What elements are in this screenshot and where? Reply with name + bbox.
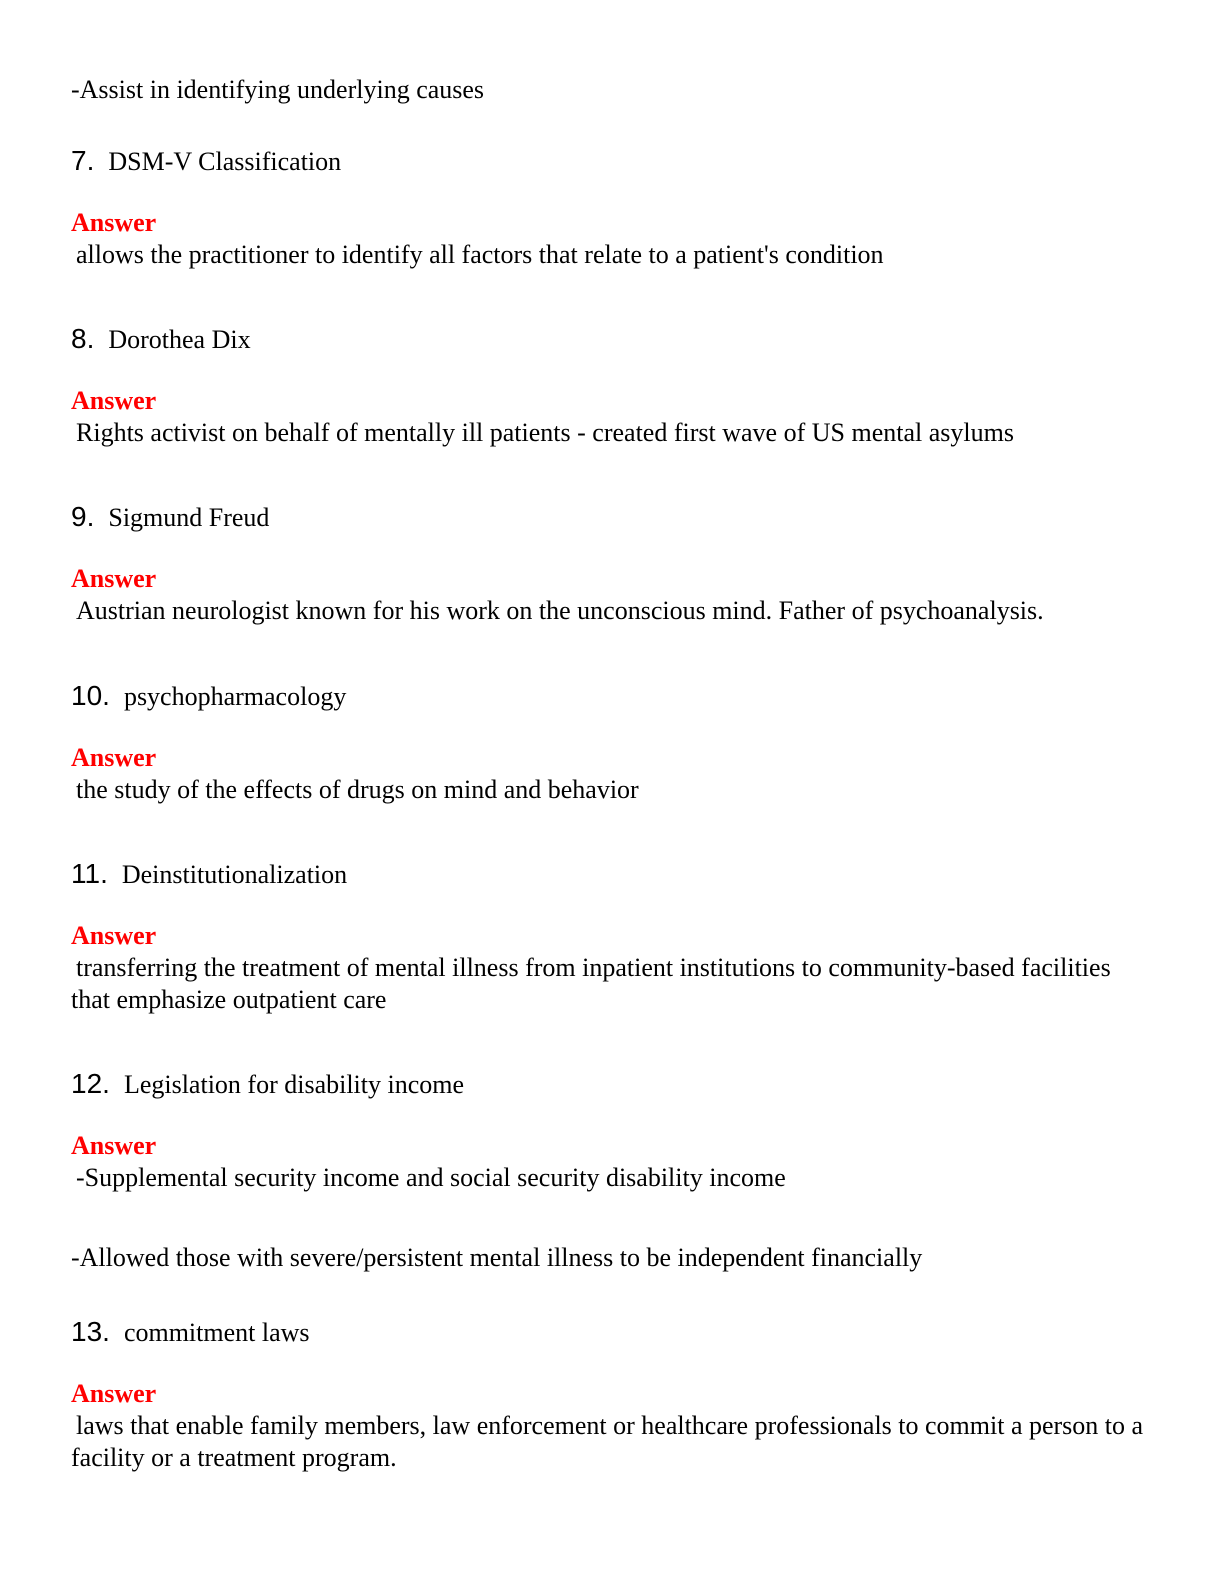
answer-text: the study of the effects of drugs on mind and behavior — [76, 775, 639, 804]
question-number: 12. — [71, 1068, 110, 1099]
question-term: Deinstitutionalization — [121, 860, 348, 889]
qa-item-12 — [71, 1068, 1151, 1274]
answer-label: Answer — [71, 564, 157, 593]
qa-item-11 — [71, 858, 1151, 1016]
answer-label: Answer — [71, 921, 157, 950]
question-number: 7. — [71, 145, 95, 176]
question-term: Legislation for disability income — [123, 1070, 465, 1099]
qa-item-8 — [71, 323, 1151, 449]
question-term: Sigmund Freud — [108, 503, 270, 532]
qa-item-7 — [71, 145, 1151, 271]
question-number: 13. — [71, 1316, 110, 1347]
question — [71, 858, 1151, 892]
question-number: 8. — [71, 323, 95, 354]
answer-extra-text: -Allowed those with severe/persistent mental illness to be independent financially — [71, 1243, 923, 1272]
question-number: 11. — [71, 858, 108, 889]
question-number: 9. — [71, 501, 95, 532]
question — [71, 323, 1151, 357]
qa-item-13 — [71, 1316, 1151, 1474]
question — [71, 1316, 1151, 1350]
answer-text: laws that enable family members, law enforcement or healthcare professionals to commit a person to a facility or a treatment program. — [71, 1411, 1144, 1472]
answer-label: Answer — [71, 386, 157, 415]
answer-label: Answer — [71, 743, 157, 772]
qa-item-10 — [71, 680, 1151, 806]
question — [71, 1068, 1151, 1102]
answer-text: Austrian neurologist known for his work on the unconscious mind. Father of psychoanalysis. — [76, 596, 1044, 625]
question-term: DSM-V Classification — [108, 147, 342, 176]
question — [71, 501, 1151, 535]
question-number: 10. — [71, 680, 110, 711]
answer-text: Rights activist on behalf of mentally ill patients - created first wave of US mental asylums — [76, 418, 1014, 447]
question-term: Dorothea Dix — [108, 325, 251, 354]
question-term: commitment laws — [123, 1318, 310, 1347]
answer-label: Answer — [71, 1379, 157, 1408]
answer-label: Answer — [71, 1131, 157, 1160]
answer-text: -Supplemental security income and social security disability income — [76, 1163, 786, 1192]
answer-text: allows the practitioner to identify all factors that relate to a patient's condition — [76, 240, 884, 269]
question-term: psychopharmacology — [123, 682, 347, 711]
question — [71, 680, 1151, 714]
question — [71, 145, 1151, 179]
qa-item-9 — [71, 501, 1151, 627]
lead-text: -Assist in identifying underlying causes — [71, 75, 485, 104]
answer-text: transferring the treatment of mental illness from inpatient institutions to community-based facilities that emphasize outpatient care — [71, 953, 1111, 1014]
answer-label: Answer — [71, 208, 157, 237]
